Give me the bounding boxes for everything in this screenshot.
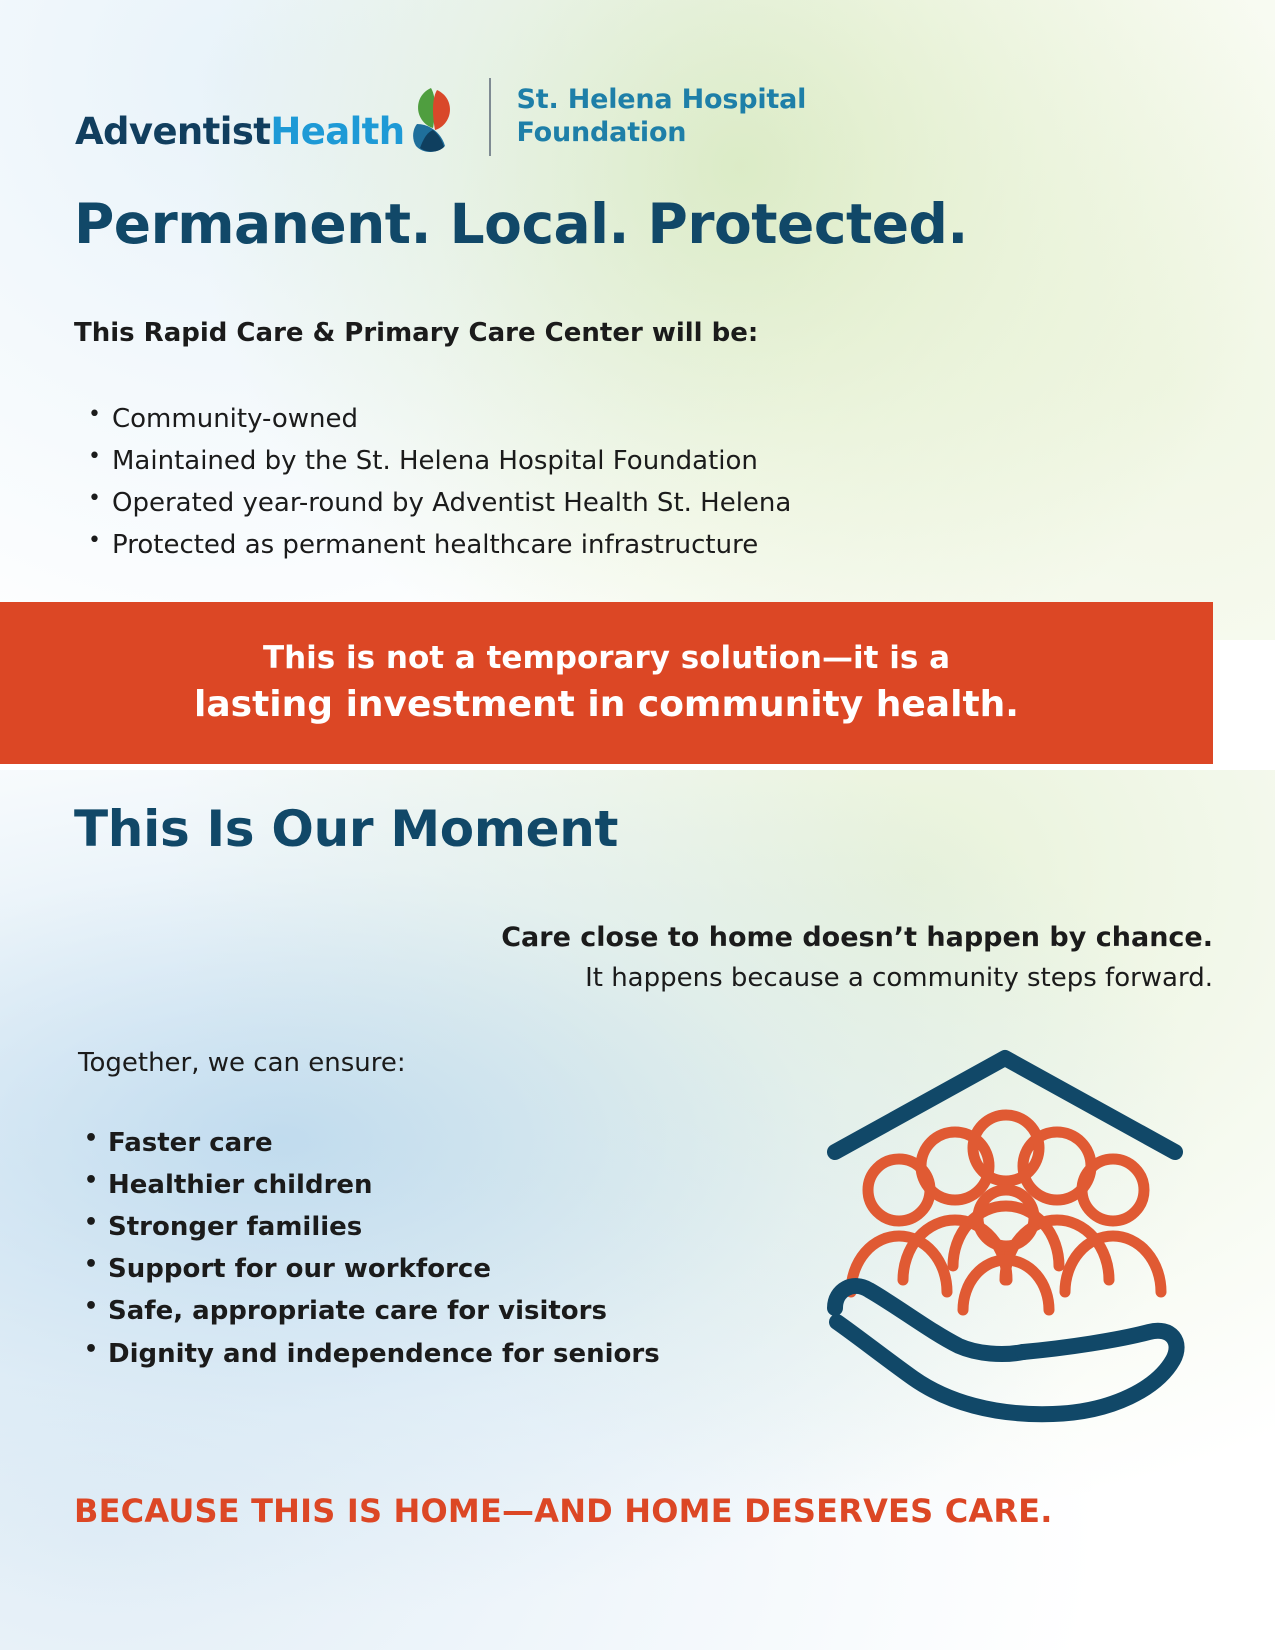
highlight-banner — [0, 602, 1213, 764]
care-statement-sub: It happens because a community steps forward. — [585, 963, 1213, 994]
wordmark-adventist: Adventist — [75, 110, 271, 153]
list-item: • Healthier children — [70, 1164, 790, 1206]
leaf-mark-icon — [407, 84, 459, 156]
bottom-bullet-list — [70, 1122, 790, 1375]
banner-line-2: lasting investment in community health. — [194, 684, 1019, 725]
brand-logo — [75, 72, 806, 162]
adventist-health-logo — [75, 84, 459, 153]
wordmark-health: Health — [270, 110, 405, 153]
foundation-name — [517, 84, 807, 150]
foundation-line-1: St. Helena Hospital — [516, 84, 807, 116]
care-statement — [501, 920, 1213, 996]
list-item: • Stronger families — [70, 1206, 790, 1248]
top-bullet-list — [74, 398, 1074, 566]
lead-in-text: This Rapid Care & Primary Care Center will be: — [74, 318, 759, 348]
page-title: Permanent. Local. Protected. — [74, 192, 968, 256]
list-item: • Dignity and independence for seniors — [70, 1333, 790, 1375]
list-item: • Protected as permanent healthcare infrastructure — [74, 524, 1074, 566]
list-item: • Support for our workforce — [70, 1248, 790, 1290]
brand-divider — [489, 78, 491, 156]
foundation-line-2: Foundation — [516, 117, 687, 148]
list-item: • Maintained by the St. Helena Hospital Foundation — [74, 440, 1074, 482]
together-text: Together, we can ensure: — [78, 1048, 406, 1078]
list-item: • Safe, appropriate care for visitors — [70, 1290, 790, 1332]
adventist-health-wordmark — [75, 110, 405, 153]
list-item: • Faster care — [70, 1122, 790, 1164]
care-statement-bold: Care close to home doesn’t happen by chance. — [501, 922, 1213, 953]
closing-statement: BECAUSE THIS IS HOME—AND HOME DESERVES CARE. — [74, 1492, 1053, 1530]
list-item: • Operated year-round by Adventist Health St. Helena — [74, 482, 1074, 524]
list-item: • Community-owned — [74, 398, 1074, 440]
hand-holding-family-under-roof-icon — [827, 1040, 1187, 1430]
banner-line-1: This is not a temporary solution—it is a — [262, 639, 951, 676]
section-title-moment: This Is Our Moment — [74, 800, 619, 858]
